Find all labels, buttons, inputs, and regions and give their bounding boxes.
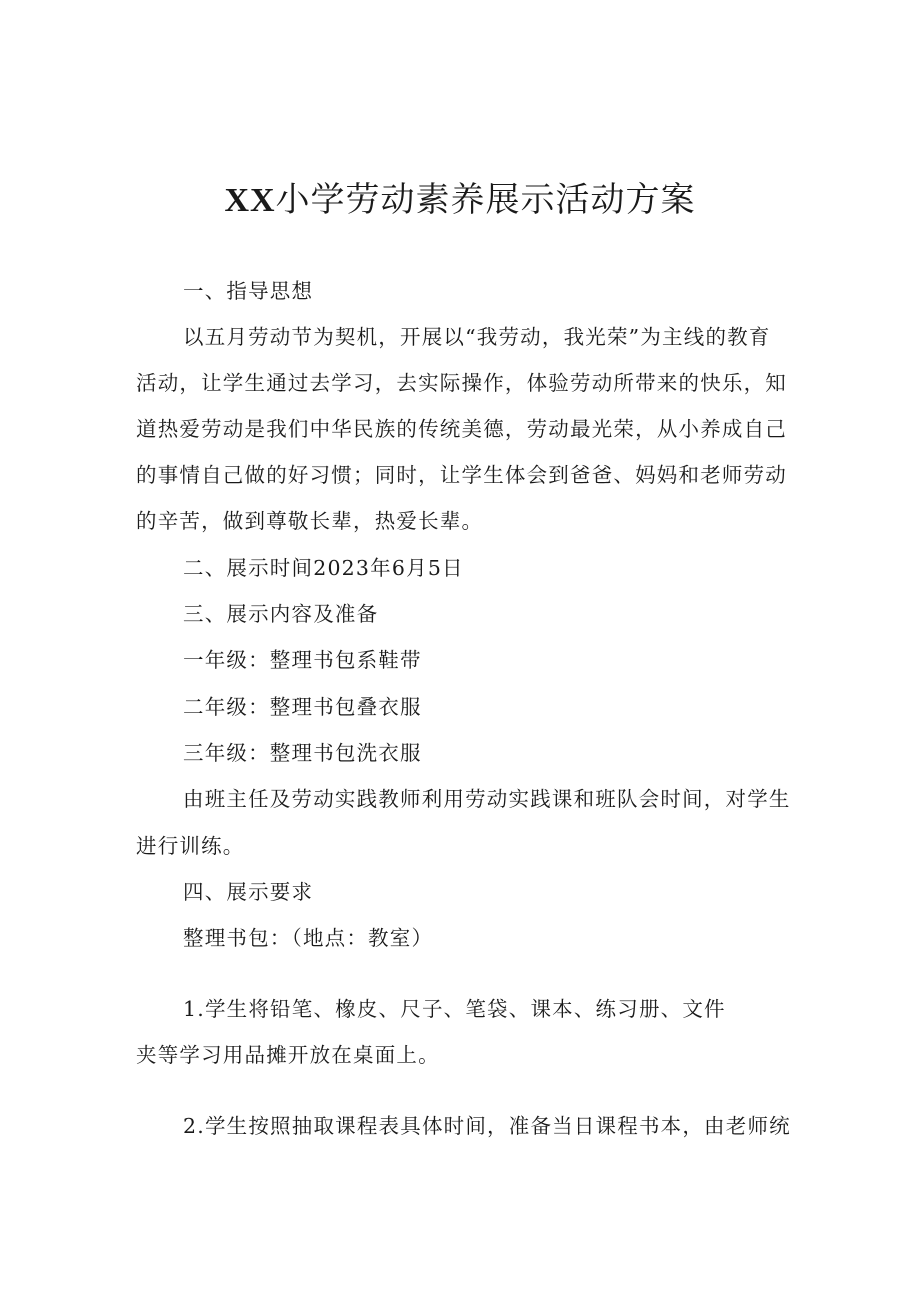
section-heading-time: 二、展示时间2023年6月5日 — [183, 556, 464, 580]
title-text: 小学劳动素养展示活动方案 — [275, 180, 696, 220]
section-heading-guiding-ideology: 一、指导思想 — [183, 279, 314, 303]
title-prefix: XX — [224, 182, 276, 219]
grade-two-item: 二年级：整理书包叠衣服 — [183, 695, 422, 719]
list-item-1-continued: 夹等学习用品摊开放在桌面上。 — [136, 1043, 440, 1067]
section-heading-requirements: 四、展示要求 — [183, 880, 314, 904]
section-heading-content: 三、展示内容及准备 — [183, 602, 379, 626]
document-title — [0, 176, 920, 225]
paragraph-line: 活动，让学生通过去学习，去实际操作，体验劳动所带来的快乐，知 — [136, 371, 787, 395]
paragraph-line: 由班主任及劳动实践教师利用劳动实践课和班队会时间，对学生 — [183, 787, 791, 811]
list-item-2: 2.学生按照抽取课程表具体时间，准备当日课程书本，由老师统 — [183, 1114, 791, 1138]
list-item-1: 1.学生将铅笔、橡皮、尺子、笔袋、课本、练习册、文件 — [183, 997, 726, 1021]
paragraph-line: 以五月劳动节为契机，开展以“我劳动，我光荣”为主线的教育 — [183, 325, 771, 349]
paragraph-line: 道热爱劳动是我们中华民族的传统美德，劳动最光荣，从小养成自己 — [136, 417, 787, 441]
subheading-organize-bag: 整理书包：（地点：教室） — [183, 926, 434, 950]
grade-one-item: 一年级：整理书包系鞋带 — [183, 648, 422, 672]
paragraph-line: 的事情自己做的好习惯；同时，让学生体会到爸爸、妈妈和老师劳动 — [136, 463, 787, 487]
paragraph-line: 的辛苦，做到尊敬长辈，热爱长辈。 — [136, 509, 484, 533]
grade-three-item: 三年级：整理书包洗衣服 — [183, 741, 422, 765]
paragraph-line: 进行训练。 — [136, 834, 245, 858]
